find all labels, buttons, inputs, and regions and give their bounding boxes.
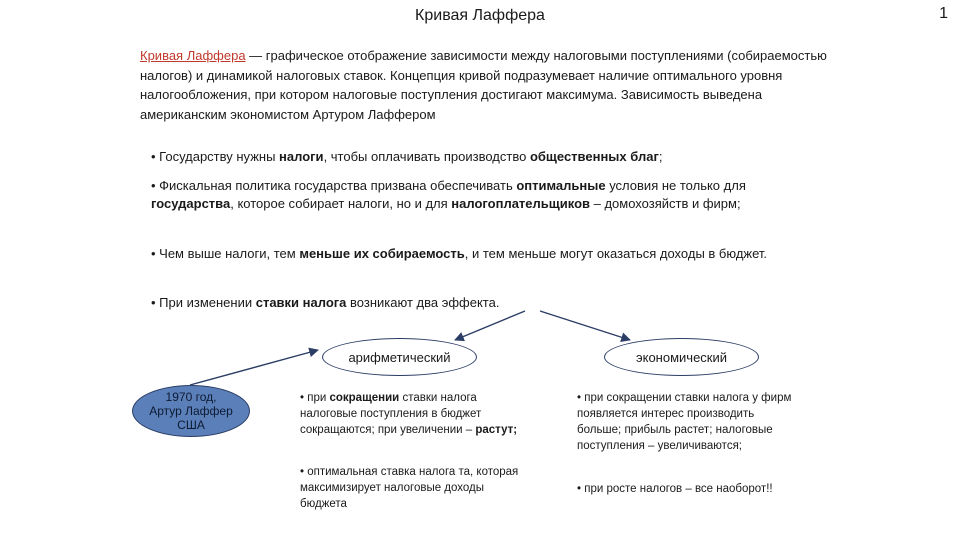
origin-country: США [177, 418, 205, 432]
bullet-text: • Фискальная политика государства призвана обеспечивать [151, 178, 517, 193]
oval-label: экономический [635, 349, 728, 365]
bullet-text: – домохозяйств и фирм; [590, 196, 741, 211]
intro-term: Кривая Лаффера [140, 48, 246, 63]
economic-item-2: • при росте налогов – все наоборот!! [577, 483, 773, 495]
oval-label: арифметический [348, 349, 451, 365]
bullet-text: , чтобы оплачивать производство [323, 149, 530, 164]
bullet-text: • Чем выше налоги, тем [151, 246, 300, 261]
oval-origin [132, 385, 250, 437]
page-number: 1 [939, 5, 948, 22]
item-text: • при [300, 392, 330, 404]
bullet-strong: ставки налога [255, 295, 347, 310]
origin-year: 1970 год, [165, 390, 217, 404]
arithmetic-item-1 [300, 390, 520, 438]
bullet-text: ; [658, 149, 663, 164]
bullet-strong: оптимальные [516, 178, 606, 193]
bullet-text: • При изменении [151, 295, 256, 310]
oval-arithmetic-effect [322, 338, 477, 376]
item-text: ставки налога налоговые поступления в бюджет сокращаются; при увеличении – [300, 392, 482, 436]
page-title: Кривая Лаффера [415, 7, 545, 24]
bullet-text: • Государству нужны [151, 149, 280, 164]
item-strong: сокращении [329, 392, 400, 404]
oval-economic-effect [604, 338, 759, 376]
arrow-to-arithmetic [455, 311, 525, 340]
bullet-strong: общественных благ [529, 149, 659, 164]
bullet-strong: налогоплательщиков [451, 196, 591, 211]
item-strong: растут; [475, 424, 518, 436]
arrow-to-economic [540, 311, 630, 340]
arithmetic-item-2: • оптимальная ставка налога та, которая максимизирует налоговые доходы бюджета [300, 466, 519, 510]
bullet-text: , и тем меньше могут оказаться доходы в бюджет. [464, 246, 768, 261]
bullet-text: условия не только для [605, 178, 746, 193]
bullet-strong: меньше их собираемость [299, 246, 465, 261]
bullet-strong: налоги [279, 149, 324, 164]
economic-item-1: • при сокращении ставки налога у фирм появляется интерес производить больше; прибыль растет; налоговые поступления – увеличиваются; [577, 392, 792, 452]
intro-text: — графическое отображение зависимости между налоговыми поступлениями (собираемостью налогов) и динамикой налоговых ставок. Концепция кривой подразумевает наличие оптимального уровня налогообложения, при котором налоговые поступления достигают максимума. Зависимость выведена американским экономистом Артуром Лаффером [140, 48, 827, 122]
arrow-to-origin [190, 350, 318, 385]
origin-author: Артур Лаффер [149, 404, 233, 418]
bullet-text: , которое собирает налоги, но и для [230, 196, 452, 211]
bullet-text: возникают два эффекта. [346, 295, 500, 310]
bullet-strong: государства [151, 196, 231, 211]
